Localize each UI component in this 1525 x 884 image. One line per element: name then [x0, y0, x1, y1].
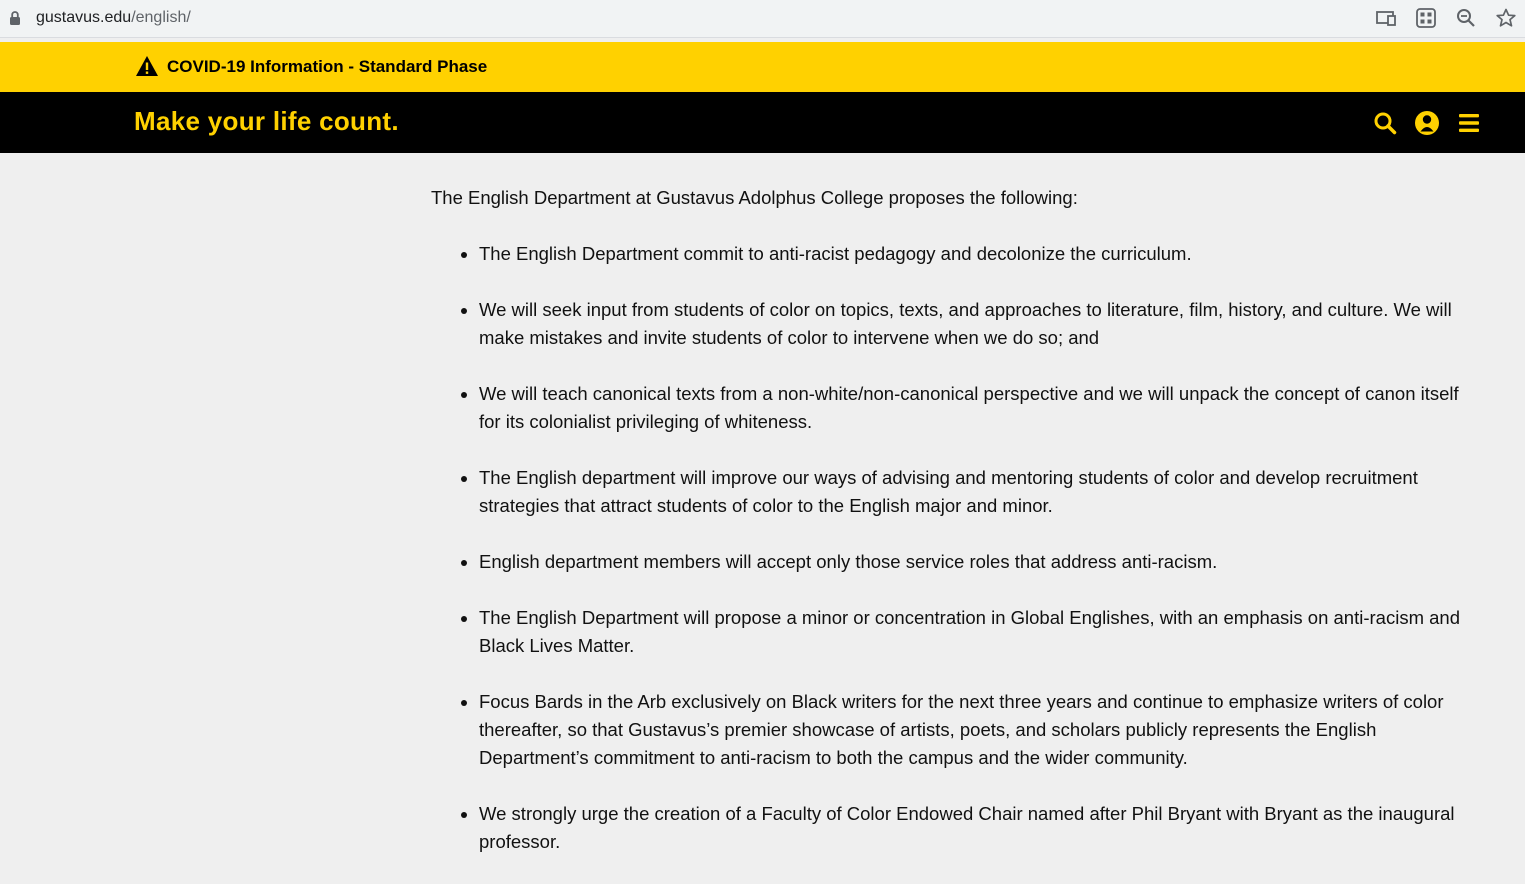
proposals-list — [431, 240, 1476, 856]
list-item: We will teach canonical texts from a non-white/non-canonical perspective and we will unpack the concept of canon itself for its colonialist privileging of whiteness. — [479, 380, 1476, 436]
list-item: The English Department commit to anti-racist pedagogy and decolonize the curriculum. — [479, 240, 1476, 268]
bookmark-star-icon[interactable] — [1495, 7, 1517, 29]
warning-icon — [135, 55, 159, 77]
browser-toolbar-icons — [1375, 7, 1517, 29]
browser-address-bar — [0, 0, 1525, 38]
zoom-icon[interactable] — [1455, 7, 1477, 29]
covid-banner-link[interactable]: COVID-19 Information - Standard Phase — [167, 57, 488, 76]
list-item: Focus Bards in the Arb exclusively on Black writers for the next three years and continue to emphasize writers of color thereafter, so that Gustavus’s premier showcase of artists, poets, and scholars publicly represents the English Department’s commitment to anti-racism to both the campus and the wider community. — [479, 688, 1476, 772]
list-item: We strongly urge the creation of a Faculty of Color Endowed Chair named after Phil Bryant with Bryant as the inaugural professor. — [479, 800, 1476, 856]
list-item: The English department will improve our ways of advising and mentoring students of color and develop recruitment strategies that attract students of color to the English major and minor. — [479, 464, 1476, 520]
site-tagline-logo[interactable]: Make your life count. — [134, 106, 399, 136]
menu-icon[interactable] — [1456, 110, 1482, 136]
main-content — [431, 183, 1476, 884]
intro-paragraph: The English Department at Gustavus Adolphus College proposes the following: — [431, 187, 1078, 208]
cast-icon[interactable] — [1375, 7, 1397, 29]
site-header — [0, 92, 1525, 153]
url-host: gustavus.edu — [36, 9, 132, 26]
url-field[interactable] — [36, 8, 191, 28]
user-icon[interactable] — [1414, 110, 1440, 136]
list-item: We will seek input from students of color on topics, texts, and approaches to literature, film, history, and culture. We will make mistakes and invite students of color to intervene when we do so; and — [479, 296, 1476, 352]
list-item: English department members will accept only those service roles that address anti-racism. — [479, 548, 1476, 576]
qr-code-icon[interactable] — [1415, 7, 1437, 29]
covid-banner[interactable] — [0, 42, 1525, 92]
search-icon[interactable] — [1372, 110, 1398, 136]
lock-icon[interactable] — [9, 10, 21, 26]
header-icons — [1372, 110, 1482, 136]
list-item: The English Department will propose a minor or concentration in Global Englishes, with an emphasis on anti-racism and Black Lives Matter. — [479, 604, 1476, 660]
url-path: /english/ — [131, 9, 191, 26]
